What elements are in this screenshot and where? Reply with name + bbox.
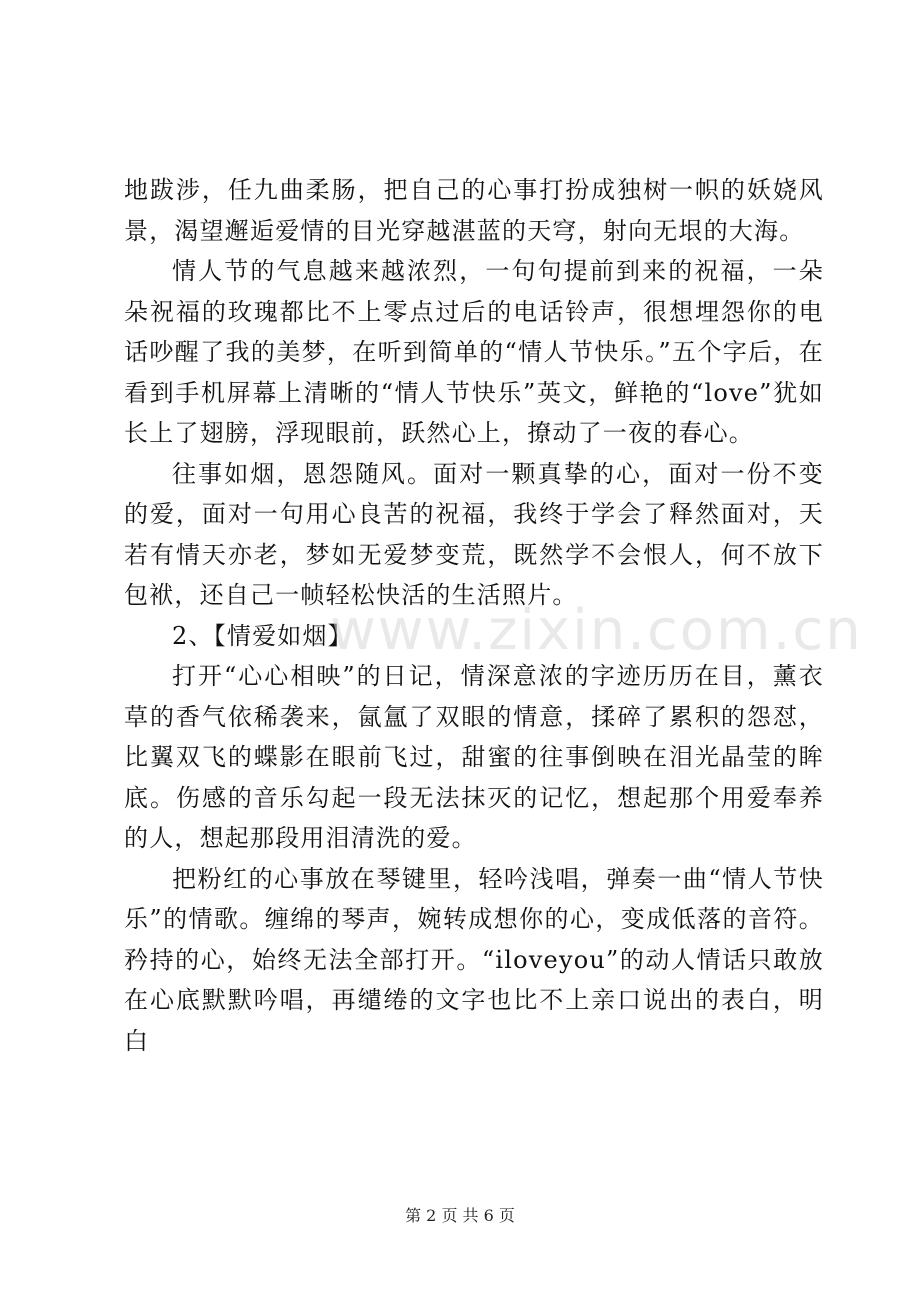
document-body (124, 170, 824, 1061)
section-heading: 2、【情爱如烟】 (172, 621, 353, 650)
paragraph-3: 往事如烟，恩怨随风。面对一颗真挚的心，面对一份不变的爱，面对一句用心良苦的祝福，我终于学会了释然面对，天若有情天亦老，梦如无爱梦变荒，既然学不会恨人，何不放下包袱，还自己一帧轻松快活的生活照片。 (124, 459, 824, 609)
paragraph-5: 把粉红的心事放在琴键里，轻吟浅唱，弹奏一曲“情人节快乐”的情歌。缠绵的琴声，婉转成想你的心，变成低落的音符。矜持的心，始终无法全部打开。“iloveyou”的动人情话只敢放在心底默默吟唱，再缱绻的文字也比不上亲口说出的表白，明白 (124, 864, 824, 1055)
page-number-footer: 第 2 页 共 6 页 (405, 1206, 515, 1225)
paragraph-4: 打开“心心相映”的日记，情深意浓的字迹历历在目，薰衣草的香气依稀袭来，氤氲了双眼的情意，揉碎了累积的怨怼，比翼双飞的蝶影在眼前飞过，甜蜜的往事倒映在泪光晶莹的眸底。伤感的音乐勾起一段无法抹灭的记忆，想起那个用爱奉养的人，想起那段用泪清洗的爱。 (124, 662, 824, 852)
paragraph-2: 情人节的气息越来越浓烈，一句句提前到来的祝福，一朵朵祝福的玫瑰都比不上零点过后的电话铃声，很想埋怨你的电话吵醒了我的美梦，在听到简单的“情人节快乐。”五个字后，在看到手机屏幕上清晰的“情人节快乐”英文，鲜艳的“love”犹如长上了翅膀，浮现眼前，跃然心上，撩动了一夜的春心。 (124, 257, 824, 447)
watermark: www.zixin.com.cn (330, 598, 863, 663)
paragraph-1: 地跋涉，任九曲柔肠，把自己的心事打扮成独树一帜的妖娆风景，渴望邂逅爱情的目光穿越湛蓝的天穹，射向无垠的大海。 (124, 176, 824, 245)
